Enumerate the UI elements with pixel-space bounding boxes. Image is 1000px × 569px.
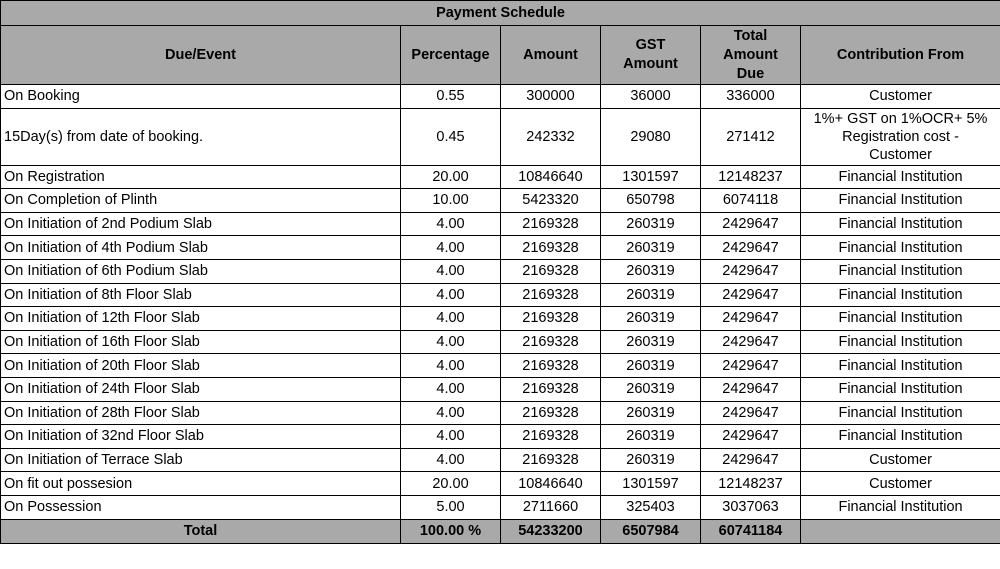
cell-amount: 2169328 <box>501 283 601 307</box>
cell-gst: 260319 <box>601 425 701 449</box>
cell-event: On Initiation of 28th Floor Slab <box>1 401 401 425</box>
cell-event: On Initiation of 20th Floor Slab <box>1 354 401 378</box>
cell-event: On Completion of Plinth <box>1 189 401 213</box>
cell-gst: 260319 <box>601 401 701 425</box>
total-amount: 54233200 <box>501 519 601 543</box>
cell-gst: 260319 <box>601 354 701 378</box>
total-amount-due: 60741184 <box>701 519 801 543</box>
cell-amount: 5423320 <box>501 189 601 213</box>
cell-total: 3037063 <box>701 495 801 519</box>
cell-total: 2429647 <box>701 401 801 425</box>
cell-total: 2429647 <box>701 425 801 449</box>
header-gst-line1: GST <box>635 37 666 53</box>
cell-amount: 300000 <box>501 85 601 109</box>
table-row <box>1 472 1000 496</box>
cell-gst: 325403 <box>601 495 701 519</box>
table-row <box>1 283 1000 307</box>
cell-percentage: 4.00 <box>401 259 501 283</box>
cell-contribution: Financial Institution <box>801 212 1000 236</box>
cell-percentage: 4.00 <box>401 307 501 331</box>
table-row <box>1 108 1000 165</box>
table-row <box>1 495 1000 519</box>
cell-gst: 260319 <box>601 212 701 236</box>
total-label: Total <box>1 519 401 543</box>
cell-gst: 650798 <box>601 189 701 213</box>
cell-contribution: Financial Institution <box>801 401 1000 425</box>
title-row <box>1 1 1000 26</box>
table-row <box>1 189 1000 213</box>
table-row <box>1 377 1000 401</box>
header-percentage: Percentage <box>401 26 501 85</box>
contribution-line3: Customer <box>869 146 932 163</box>
cell-amount: 10846640 <box>501 472 601 496</box>
cell-gst: 260319 <box>601 283 701 307</box>
cell-event: On Registration <box>1 165 401 189</box>
header-amount: Amount <box>501 26 601 85</box>
header-total-amount-due <box>701 26 801 85</box>
table-row <box>1 259 1000 283</box>
cell-event: On Initiation of 32nd Floor Slab <box>1 425 401 449</box>
cell-total: 12148237 <box>701 472 801 496</box>
header-total-line1: Total <box>733 27 768 44</box>
cell-event: On Booking <box>1 85 401 109</box>
cell-percentage: 4.00 <box>401 401 501 425</box>
cell-total: 2429647 <box>701 212 801 236</box>
cell-amount: 10846640 <box>501 165 601 189</box>
cell-contribution: Financial Institution <box>801 307 1000 331</box>
cell-event: On Initiation of 8th Floor Slab <box>1 283 401 307</box>
table-row <box>1 85 1000 109</box>
table-row <box>1 448 1000 472</box>
cell-gst: 1301597 <box>601 165 701 189</box>
cell-gst: 260319 <box>601 330 701 354</box>
cell-contribution: Financial Institution <box>801 236 1000 260</box>
cell-gst: 29080 <box>601 108 701 165</box>
cell-gst: 260319 <box>601 377 701 401</box>
header-total-line3: Due <box>736 65 765 82</box>
cell-total: 6074118 <box>701 189 801 213</box>
cell-total: 2429647 <box>701 236 801 260</box>
cell-percentage: 5.00 <box>401 495 501 519</box>
cell-total: 336000 <box>701 85 801 109</box>
cell-percentage: 20.00 <box>401 165 501 189</box>
cell-amount: 2169328 <box>501 377 601 401</box>
cell-total: 2429647 <box>701 307 801 331</box>
cell-amount: 2169328 <box>501 354 601 378</box>
cell-contribution: Financial Institution <box>801 189 1000 213</box>
cell-amount: 2169328 <box>501 425 601 449</box>
contribution-line2: Registration cost - <box>842 128 959 145</box>
total-gst: 6507984 <box>601 519 701 543</box>
cell-event: On Initiation of 2nd Podium Slab <box>1 212 401 236</box>
cell-percentage: 4.00 <box>401 283 501 307</box>
cell-contribution: Financial Institution <box>801 377 1000 401</box>
cell-event: On Initiation of 6th Podium Slab <box>1 259 401 283</box>
cell-event: On fit out possesion <box>1 472 401 496</box>
cell-gst: 260319 <box>601 307 701 331</box>
cell-percentage: 4.00 <box>401 354 501 378</box>
cell-event: On Initiation of 16th Floor Slab <box>1 330 401 354</box>
header-contribution: Contribution From <box>801 26 1000 85</box>
cell-percentage: 4.00 <box>401 330 501 354</box>
cell-percentage: 20.00 <box>401 472 501 496</box>
cell-percentage: 10.00 <box>401 189 501 213</box>
cell-event: On Initiation of Terrace Slab <box>1 448 401 472</box>
cell-amount: 2169328 <box>501 401 601 425</box>
cell-amount: 2169328 <box>501 330 601 354</box>
table-row <box>1 401 1000 425</box>
total-row <box>1 519 1000 543</box>
cell-gst: 260319 <box>601 448 701 472</box>
contribution-line1: 1%+ GST on 1%OCR+ 5% <box>813 110 988 127</box>
cell-percentage: 4.00 <box>401 448 501 472</box>
cell-contribution: Financial Institution <box>801 165 1000 189</box>
cell-total: 2429647 <box>701 377 801 401</box>
total-percentage: 100.00 % <box>401 519 501 543</box>
cell-contribution: Customer <box>801 472 1000 496</box>
cell-percentage: 4.00 <box>401 236 501 260</box>
header-gst-amount <box>601 26 701 85</box>
cell-contribution: Financial Institution <box>801 259 1000 283</box>
cell-contribution: Customer <box>801 85 1000 109</box>
table-row <box>1 307 1000 331</box>
cell-amount: 2169328 <box>501 259 601 283</box>
cell-amount: 242332 <box>501 108 601 165</box>
cell-gst: 260319 <box>601 259 701 283</box>
cell-amount: 2169328 <box>501 236 601 260</box>
cell-event: On Initiation of 24th Floor Slab <box>1 377 401 401</box>
cell-total: 2429647 <box>701 283 801 307</box>
cell-percentage: 0.55 <box>401 85 501 109</box>
table-row <box>1 212 1000 236</box>
cell-contribution: Financial Institution <box>801 283 1000 307</box>
cell-total: 2429647 <box>701 330 801 354</box>
cell-total: 2429647 <box>701 259 801 283</box>
cell-amount: 2169328 <box>501 212 601 236</box>
cell-amount: 2711660 <box>501 495 601 519</box>
cell-contribution: Financial Institution <box>801 425 1000 449</box>
cell-gst: 36000 <box>601 85 701 109</box>
table-row <box>1 236 1000 260</box>
cell-contribution: Financial Institution <box>801 495 1000 519</box>
cell-percentage: 4.00 <box>401 377 501 401</box>
table-row <box>1 425 1000 449</box>
cell-percentage: 4.00 <box>401 425 501 449</box>
cell-contribution <box>801 108 1000 165</box>
cell-contribution: Customer <box>801 448 1000 472</box>
header-total-line2: Amount <box>723 46 778 63</box>
cell-total: 12148237 <box>701 165 801 189</box>
cell-gst: 260319 <box>601 236 701 260</box>
cell-total: 271412 <box>701 108 801 165</box>
cell-contribution: Financial Institution <box>801 330 1000 354</box>
cell-amount: 2169328 <box>501 448 601 472</box>
table-row <box>1 354 1000 378</box>
total-contribution <box>801 519 1000 543</box>
cell-contribution: Financial Institution <box>801 354 1000 378</box>
table-title: Payment Schedule <box>1 1 1000 26</box>
cell-total: 2429647 <box>701 354 801 378</box>
header-row <box>1 26 1000 85</box>
table-row <box>1 165 1000 189</box>
header-event: Due/Event <box>1 26 401 85</box>
header-gst-line2: Amount <box>623 56 678 72</box>
cell-percentage: 0.45 <box>401 108 501 165</box>
cell-event: On Possession <box>1 495 401 519</box>
cell-percentage: 4.00 <box>401 212 501 236</box>
cell-event: 15Day(s) from date of booking. <box>1 108 401 165</box>
cell-event: On Initiation of 4th Podium Slab <box>1 236 401 260</box>
cell-gst: 1301597 <box>601 472 701 496</box>
cell-event: On Initiation of 12th Floor Slab <box>1 307 401 331</box>
cell-amount: 2169328 <box>501 307 601 331</box>
table-row <box>1 330 1000 354</box>
cell-total: 2429647 <box>701 448 801 472</box>
